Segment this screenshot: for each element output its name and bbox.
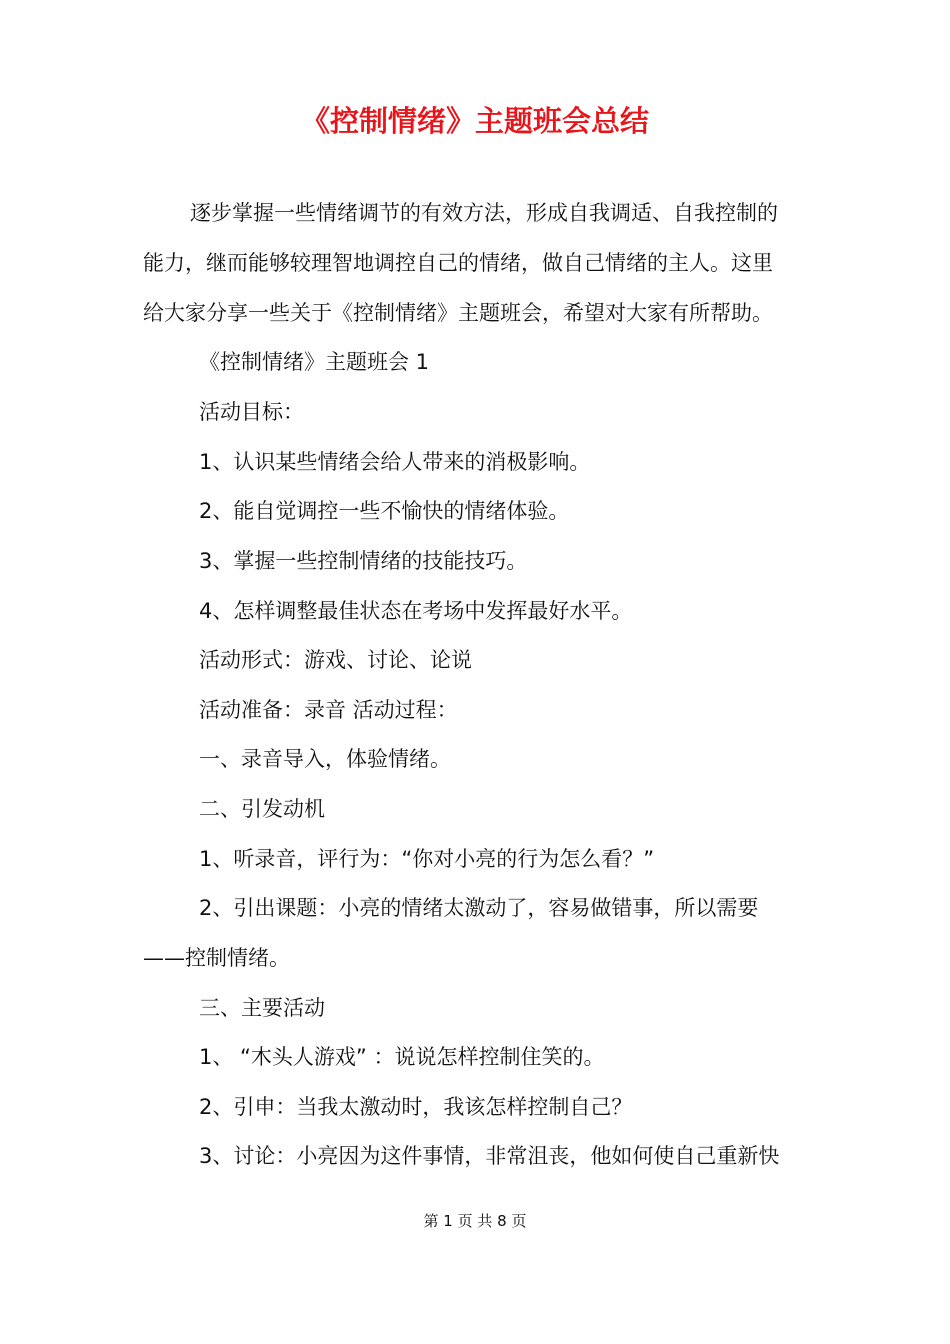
goal-item-2: 2、能自觉调控一些不愉快的情绪体验。	[199, 499, 570, 523]
goal-item-1: 1、认识某些情绪会给人带来的消极影响。	[199, 450, 591, 474]
activity-preparation: 活动准备：录音 活动过程：	[199, 698, 458, 722]
step-three: 三、主要活动	[199, 996, 325, 1020]
goal-item-3: 3、掌握一些控制情绪的技能技巧。	[199, 549, 528, 573]
step-three-item-1: 1、 “木头人游戏” ：说说怎样控制住笑的。	[199, 1045, 605, 1069]
activity-form: 活动形式：游戏、讨论、论说	[199, 648, 472, 672]
paragraph-line-2: 能力，继而能够较理智地调控自己的情绪，做自己情绪的主人。这里	[143, 251, 773, 275]
paragraph-line-1: 逐步掌握一些情绪调节的有效方法，形成自我调适、自我控制的	[190, 201, 778, 225]
step-two: 二、引发动机	[199, 797, 325, 821]
step-two-item-1: 1、听录音，评行为：“你对小亮的行为怎么看？”	[199, 847, 655, 871]
step-three-item-2: 2、引申：当我太激动时，我该怎样控制自己？	[199, 1095, 633, 1119]
goal-item-4: 4、怎样调整最佳状态在考场中发挥最好水平。	[199, 599, 633, 623]
step-three-item-3: 3、讨论：小亮因为这件事情，非常沮丧，他如何使自己重新快	[199, 1144, 780, 1168]
section-heading: 《控制情绪》主题班会 1	[199, 350, 430, 374]
activity-goal-label: 活动目标：	[199, 400, 304, 424]
step-two-item-2-cont: ——控制情绪。	[143, 946, 290, 970]
page-footer: 第 1 页 共 8 页	[423, 1212, 527, 1230]
paragraph-line-3: 给大家分享一些关于《控制情绪》主题班会，希望对大家有所帮助。	[143, 301, 773, 325]
step-two-item-2: 2、引出课题：小亮的情绪太激动了，容易做错事，所以需要	[199, 896, 759, 920]
step-one: 一、录音导入，体验情绪。	[199, 747, 451, 771]
document-title: 《控制情绪》主题班会总结	[300, 104, 649, 138]
